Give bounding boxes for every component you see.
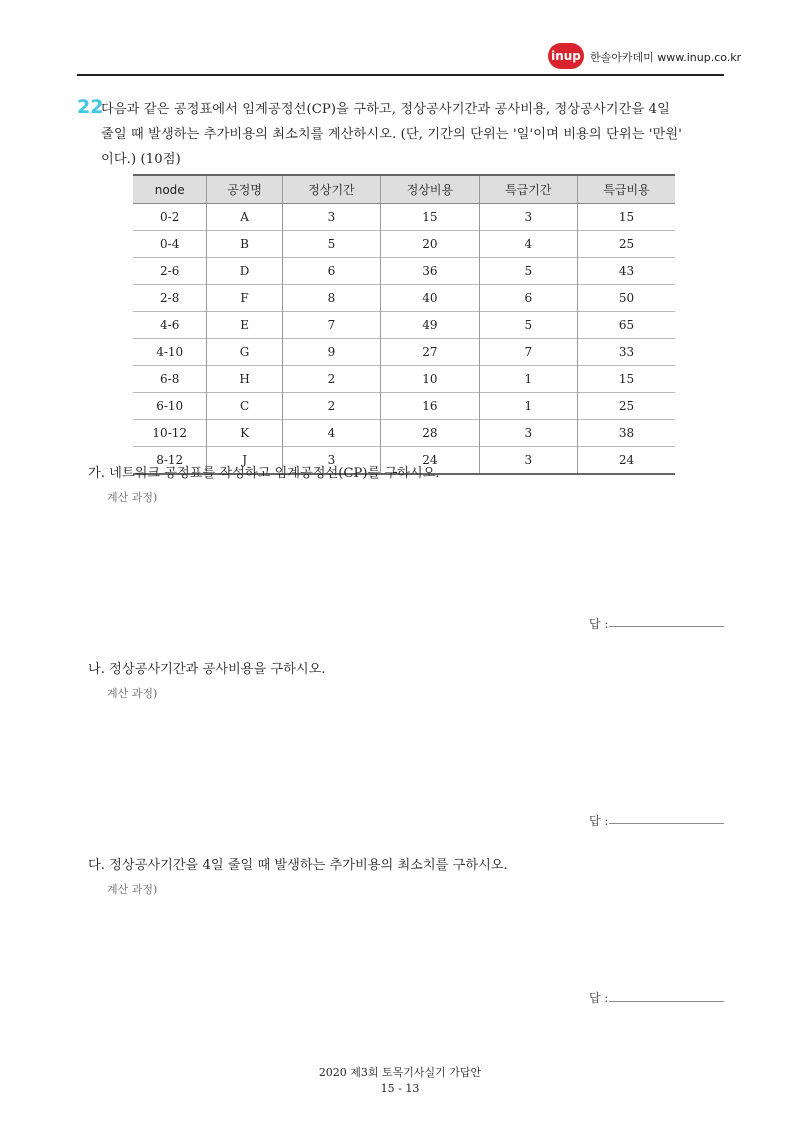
table-cell: H [207, 366, 282, 393]
column-header: 특급기간 [479, 175, 577, 204]
brand-text: 한솔아카데미 www.inup.co.kr [590, 51, 742, 64]
page-number: 15 - 13 [380, 1082, 420, 1095]
table-cell: 2 [282, 366, 380, 393]
table-cell: J [207, 447, 282, 475]
table-cell: 2 [282, 393, 380, 420]
table-row [133, 204, 675, 231]
answer-line [609, 626, 724, 627]
table-header-row [133, 175, 675, 204]
table-cell: 5 [282, 231, 380, 258]
question-number: 22 [77, 96, 104, 118]
answer-label: 답 : [589, 617, 609, 631]
answer-label: 답 : [589, 814, 609, 828]
sub-question-b: 나. 정상공사기간과 공사비용을 구하시오. [88, 662, 326, 677]
table-cell: B [207, 231, 282, 258]
table-cell: 3 [282, 447, 380, 475]
question-line: 이다.) (10점) [101, 152, 181, 167]
table-cell: 24 [381, 447, 479, 475]
activity-schedule-table [133, 174, 675, 475]
column-header: node [133, 175, 207, 204]
table-cell: 3 [282, 204, 380, 231]
table-cell: 49 [381, 312, 479, 339]
table-cell: 10 [381, 366, 479, 393]
question-line: 줄일 때 발생하는 추가비용의 최소치를 계산하시오. (단, 기간의 단위는 '일'이며 비용의 단위는 '만원' [101, 127, 682, 142]
table-cell: 5 [479, 312, 577, 339]
table-cell: 7 [479, 339, 577, 366]
table-cell: 36 [381, 258, 479, 285]
sub-question-a: 가. 네트워크 공정표를 작성하고 임계공정선(CP)를 구하시오. [88, 466, 440, 481]
table-cell: 0-4 [133, 231, 207, 258]
table-cell: 15 [578, 366, 675, 393]
table-cell: 2-8 [133, 285, 207, 312]
table-cell: 1 [479, 366, 577, 393]
table-cell: 7 [282, 312, 380, 339]
answer-line [609, 1001, 724, 1002]
table-row [133, 285, 675, 312]
table-cell: K [207, 420, 282, 447]
table-cell: 10-12 [133, 420, 207, 447]
table-cell: 2-6 [133, 258, 207, 285]
table-cell: 5 [479, 258, 577, 285]
table-cell: G [207, 339, 282, 366]
header-divider [77, 74, 724, 76]
column-header: 정상기간 [282, 175, 380, 204]
table-cell: E [207, 312, 282, 339]
question-text [101, 97, 727, 172]
sub-question-c: 다. 정상공사기간을 4일 줄일 때 발생하는 추가비용의 최소치를 구하시오. [88, 858, 508, 873]
table-row [133, 312, 675, 339]
table-row [133, 420, 675, 447]
table-cell: 40 [381, 285, 479, 312]
table-row [133, 258, 675, 285]
table-row [133, 339, 675, 366]
table-cell: D [207, 258, 282, 285]
table-cell: 8 [282, 285, 380, 312]
table-cell: 4 [479, 231, 577, 258]
calc-process-label: 계산 과정) [107, 491, 158, 504]
table-cell: 3 [479, 420, 577, 447]
table-cell: 6-10 [133, 393, 207, 420]
table-cell: 65 [578, 312, 675, 339]
table-cell: 4-10 [133, 339, 207, 366]
table-cell: F [207, 285, 282, 312]
table-cell: 15 [578, 204, 675, 231]
table-cell: 25 [578, 231, 675, 258]
column-header: 정상비용 [381, 175, 479, 204]
answer-label: 답 : [589, 991, 609, 1005]
calc-process-label: 계산 과정) [107, 883, 158, 896]
calc-process-label: 계산 과정) [107, 687, 158, 700]
table-cell: 38 [578, 420, 675, 447]
table-cell: 1 [479, 393, 577, 420]
table-cell: 15 [381, 204, 479, 231]
table-cell: 50 [578, 285, 675, 312]
table-cell: 33 [578, 339, 675, 366]
table-cell: A [207, 204, 282, 231]
table-row [133, 231, 675, 258]
answer-line [609, 823, 724, 824]
table-cell: 3 [479, 447, 577, 475]
table-cell: 27 [381, 339, 479, 366]
table-cell: 6-8 [133, 366, 207, 393]
table-cell: 0-2 [133, 204, 207, 231]
table-cell: 9 [282, 339, 380, 366]
table-cell: 28 [381, 420, 479, 447]
table-cell: 8-12 [133, 447, 207, 475]
table-cell: 24 [578, 447, 675, 475]
table-cell: 6 [282, 258, 380, 285]
table-cell: 6 [479, 285, 577, 312]
question-line: 다음과 같은 공정표에서 임계공정선(CP)을 구하고, 정상공사기간과 공사비용, 정상공사기간을 4일 [101, 102, 670, 117]
table-cell: 43 [578, 258, 675, 285]
table-cell: 4 [282, 420, 380, 447]
table-cell: 20 [381, 231, 479, 258]
column-header: 공정명 [207, 175, 282, 204]
table-cell: C [207, 393, 282, 420]
table-cell: 16 [381, 393, 479, 420]
table-cell: 3 [479, 204, 577, 231]
column-header: 특급비용 [578, 175, 675, 204]
table-row [133, 366, 675, 393]
table-cell: 25 [578, 393, 675, 420]
footer-title: 2020 제3회 토목기사실기 가답안 [318, 1066, 482, 1079]
brand-logo: inup [548, 43, 584, 69]
table-row [133, 393, 675, 420]
table-cell: 4-6 [133, 312, 207, 339]
